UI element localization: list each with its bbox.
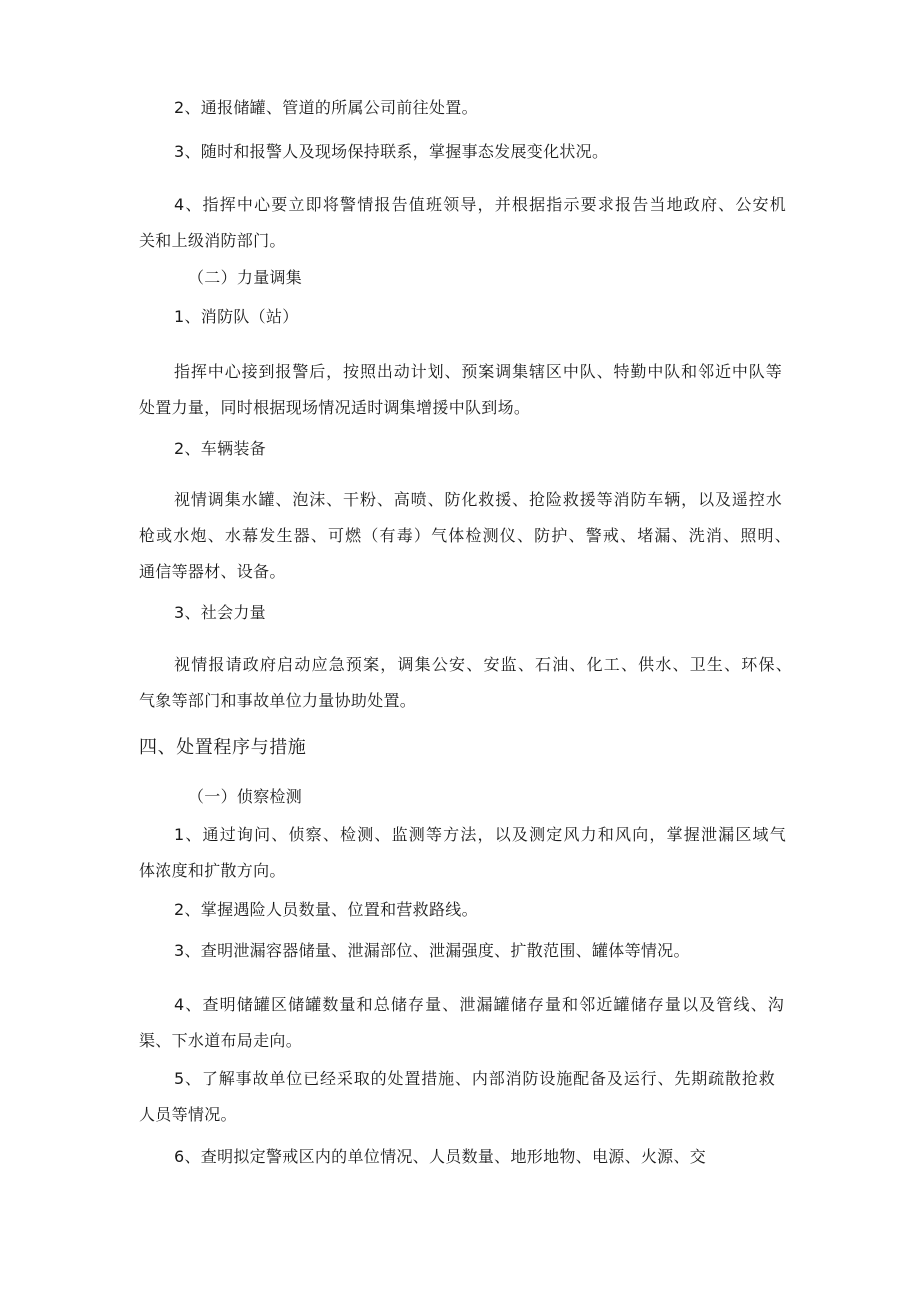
paragraph-line: 关和上级消防部门。 bbox=[139, 231, 286, 250]
paragraph-line: 4、指挥中心要立即将警情报告值班领导，并根据指示要求报告当地政府、公安机 bbox=[174, 195, 786, 214]
paragraph-line: 视情报请政府启动应急预案，调集公安、安监、石油、化工、供水、卫生、环保、 bbox=[174, 655, 792, 674]
paragraph-line: 6、查明拟定警戒区内的单位情况、人员数量、地形地物、电源、火源、交 bbox=[174, 1147, 707, 1166]
paragraph-line: 处置力量，同时根据现场情况适时调集增援中队到场。 bbox=[139, 398, 531, 417]
paragraph-line: 4、查明储罐区储罐数量和总储存量、泄漏罐储存量和邻近罐储存量以及管线、沟 bbox=[174, 995, 784, 1014]
paragraph-line: 3、查明泄漏容器储量、泄漏部位、泄漏强度、扩散范围、罐体等情况。 bbox=[174, 941, 690, 960]
paragraph-line: 3、随时和报警人及现场保持联系，掌握事态发展变化状况。 bbox=[174, 142, 609, 161]
paragraph-line: 气象等部门和事故单位力量协助处置。 bbox=[139, 691, 417, 710]
paragraph-line: 通信等器材、设备。 bbox=[139, 562, 286, 581]
subsection-heading: （一）侦察检测 bbox=[188, 787, 303, 806]
paragraph-line: 2、掌握遇险人员数量、位置和营救路线。 bbox=[174, 900, 478, 919]
paragraph-line: 视情调集水罐、泡沫、干粉、高喷、防化救援、抢险救援等消防车辆，以及遥控水 bbox=[174, 490, 782, 509]
paragraph-line: 枪或水炮、水幕发生器、可燃（有毒）气体检测仪、防护、警戒、堵漏、洗消、照明、 bbox=[139, 526, 791, 545]
paragraph-line: 5、了解事故单位已经采取的处置措施、内部消防设施配备及运行、先期疏散抢救 bbox=[174, 1069, 775, 1088]
section-heading: 四、处置程序与措施 bbox=[139, 737, 307, 758]
paragraph-line: 3、社会力量 bbox=[174, 603, 266, 622]
subsection-heading: （二）力量调集 bbox=[188, 268, 303, 287]
paragraph-line: 指挥中心接到报警后，按照出动计划、预案调集辖区中队、特勤中队和邻近中队等 bbox=[174, 362, 782, 381]
paragraph-line: 2、车辆装备 bbox=[174, 439, 266, 458]
paragraph-line: 1、消防队（站） bbox=[174, 307, 299, 326]
paragraph-line: 体浓度和扩散方向。 bbox=[139, 861, 286, 880]
paragraph-line: 2、通报储罐、管道的所属公司前往处置。 bbox=[174, 98, 478, 117]
paragraph-line: 人员等情况。 bbox=[139, 1105, 237, 1124]
paragraph-line: 渠、下水道布局走向。 bbox=[139, 1031, 303, 1050]
paragraph-line: 1、通过询问、侦察、检测、监测等方法，以及测定风力和风向，掌握泄漏区域气 bbox=[174, 825, 786, 844]
